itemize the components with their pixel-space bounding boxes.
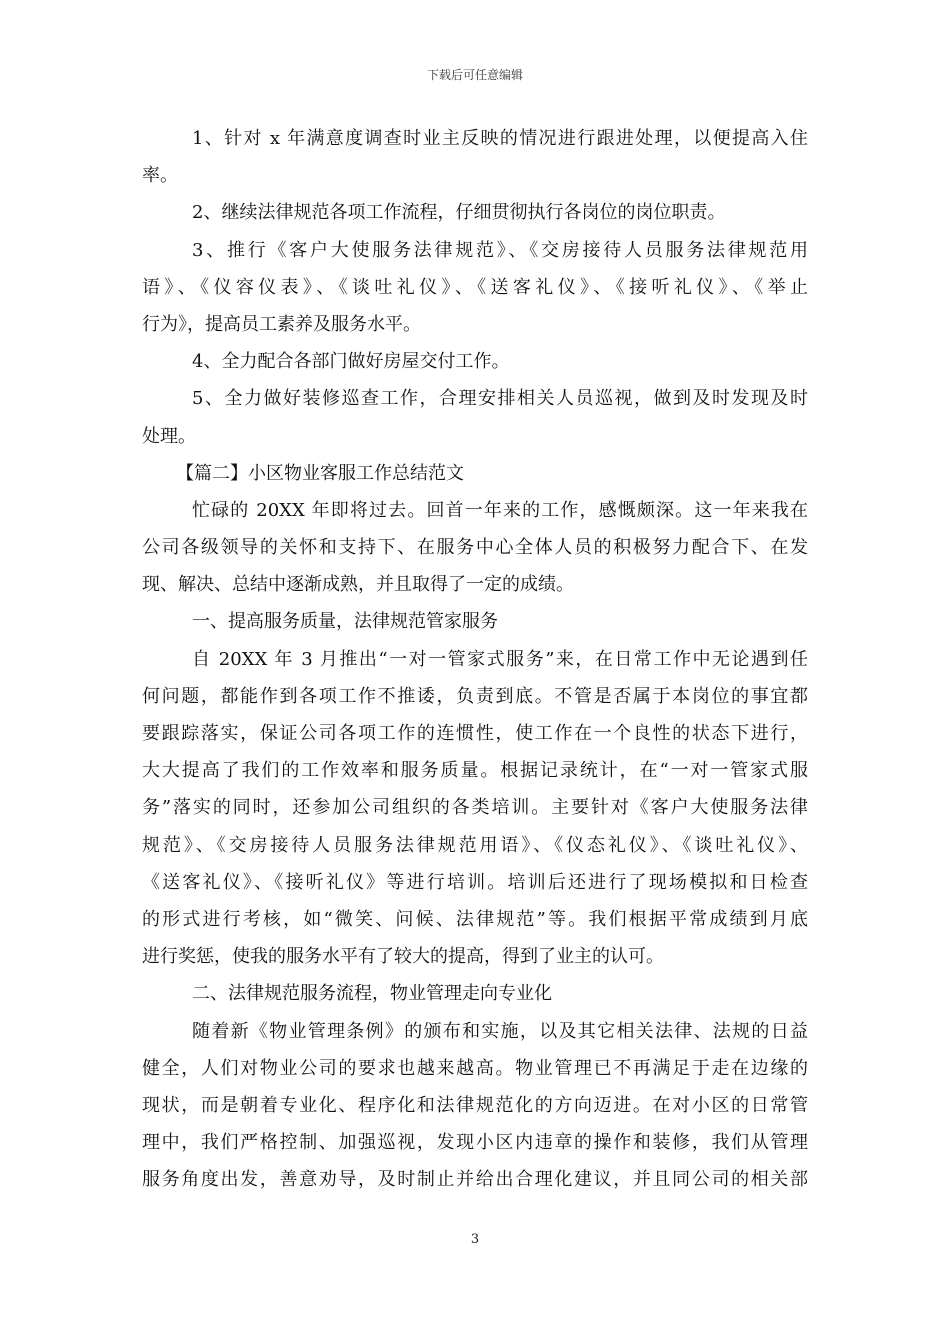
text-line: 3、推行《客户大使服务法律规范》、《交房接待人员服务法律规范用 bbox=[192, 239, 808, 261]
text-line: 语》、《仪容仪表》、《谈吐礼仪》、《送客礼仪》、《接听礼仪》、《举止 bbox=[142, 276, 808, 298]
text-line: 现状，而是朝着专业化、程序化和法律规范化的方向迈进。在对小区的日常管 bbox=[142, 1094, 808, 1116]
text-line: 的形式进行考核，如“微笑、问候、法律规范”等。我们根据平常成绩到月底 bbox=[142, 908, 808, 930]
text-line: 公司各级领导的关怀和支持下、在服务中心全体人员的积极努力配合下、在发 bbox=[142, 537, 808, 559]
text-line: 行为》，提高员工素养及服务水平。 bbox=[142, 313, 421, 335]
text-line: 务”落实的同时，还参加公司组织的各类培训。主要针对《客户大使服务法律 bbox=[142, 797, 808, 819]
text-line: 2、继续法律规范各项工作流程，仔细贯彻执行各岗位的岗位职责。 bbox=[192, 202, 726, 224]
section-heading: 二、法律规范服务流程，物业管理走向专业化 bbox=[192, 983, 552, 1005]
text-line: 要跟踪落实，保证公司各项工作的连惯性，使工作在一个良性的状态下进行， bbox=[142, 723, 808, 744]
text-line: 忙碌的 20XX 年即将过去。回首一年来的工作，感慨颇深。这一年来我在 bbox=[192, 499, 808, 521]
section-heading: 【篇二】小区物业客服工作总结范文 bbox=[176, 462, 464, 484]
text-line: 大大提高了我们的工作效率和服务质量。根据记录统计，在“一对一管家式服 bbox=[142, 760, 808, 782]
text-line: 1、针对 x 年满意度调查时业主反映的情况进行跟进处理，以便提高入住 bbox=[192, 128, 808, 149]
text-line: 进行奖惩，使我的服务水平有了较大的提高，得到了业主的认可。 bbox=[142, 946, 664, 968]
text-line: 5、全力做好装修巡查工作，合理安排相关人员巡视，做到及时发现及时 bbox=[192, 388, 808, 410]
text-line: 处理。 bbox=[142, 425, 196, 447]
document-body bbox=[142, 120, 808, 1198]
text-line: 率。 bbox=[142, 165, 178, 187]
text-line: 何问题，都能作到各项工作不推诿，负责到底。不管是否属于本岗位的事宜都 bbox=[142, 685, 808, 707]
text-line: 服务角度出发，善意劝导，及时制止并给出合理化建议，并且同公司的相关部 bbox=[142, 1169, 808, 1191]
text-line: 健全，人们对物业公司的要求也越来越高。物业管理已不再满足于走在边缘的 bbox=[142, 1057, 808, 1079]
text-line: 自 20XX 年 3 月推出“一对一管家式服务”来，在日常工作中无论遇到任 bbox=[192, 648, 808, 670]
text-line: 4、全力配合各部门做好房屋交付工作。 bbox=[192, 351, 510, 373]
text-line: 规范》、《交房接待人员服务法律规范用语》、《仪态礼仪》、《谈吐礼仪》、 bbox=[142, 834, 808, 856]
text-line: 现、解决、总结中逐渐成熟，并且取得了一定的成绩。 bbox=[142, 574, 574, 596]
text-line: 《送客礼仪》、《接听礼仪》等进行培训。培训后还进行了现场模拟和日检查 bbox=[142, 871, 808, 893]
text-line: 随着新《物业管理条例》的颁布和实施，以及其它相关法律、法规的日益 bbox=[192, 1020, 808, 1042]
text-line: 理中，我们严格控制、加强巡视，发现小区内违章的操作和装修，我们从管理 bbox=[142, 1132, 808, 1154]
section-heading: 一、提高服务质量，法律规范管家服务 bbox=[192, 611, 498, 633]
page-number: 3 bbox=[470, 1232, 480, 1247]
page-header: 下载后可任意编辑 bbox=[426, 68, 523, 82]
